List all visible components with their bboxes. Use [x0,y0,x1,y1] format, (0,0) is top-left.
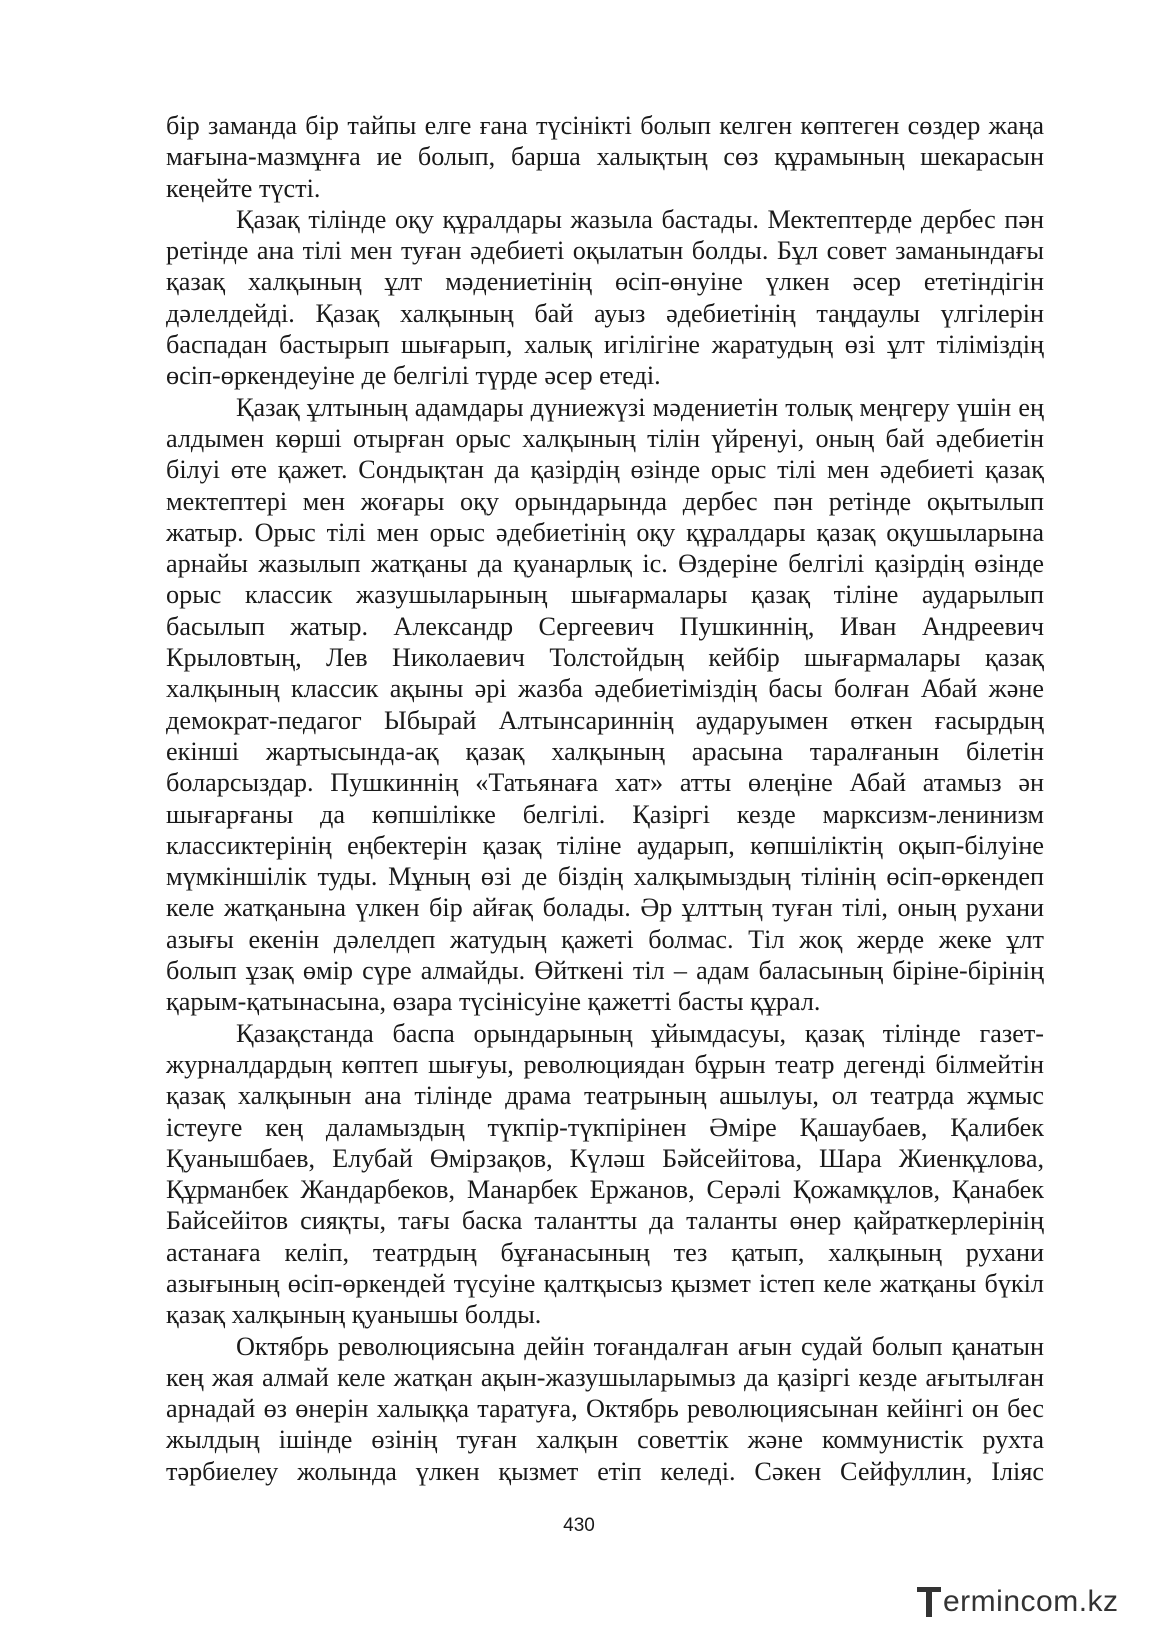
text-line: арнайы жазылып жатқаны да қуанарлық іс. Өздеріне белгілі қазірдің өзінде [166,549,1044,579]
watermark-text: ermincom.kz [943,1585,1119,1618]
text-line: орыс классик жазушыларының шығармалары қазақ тіліне аударылып [166,580,1044,610]
text-line: жылдың ішінде өзінің туған халқын советтік және коммунистік рухта [166,1425,1044,1455]
text-line: басылып жатыр. Александр Сергеевич Пушкиннің, Иван Андреевич [166,611,1044,641]
text-line: боларсыздар. Пушкиннің «Татьянаға хат» атты өлеңіне Абай атамыз ән [166,768,1044,798]
text-line: өсіп-өркендеуіне де белгілі түрде әсер етеді. [166,361,661,391]
text-line: Қуанышбаев, Елубай Өмірзақов, Күләш Бәйсейітова, Шара Жиенқұлова, [166,1143,1044,1173]
watermark-logo [917,1584,1122,1620]
text-line: халқының классик ақыны әрі жазба әдебиетіміздің басы болған Абай және [166,674,1044,704]
text-line: азығы екенін дәлелдеп жатудың қажеті болмас. Тіл жоқ жерде жеке ұлт [166,924,1044,954]
text-line: астанаға келіп, театрдың бұғанасының тез қатып, халқының рухани [166,1237,1044,1267]
text-line: қазақ халқының қуанышы болды. [166,1300,542,1330]
text-line: Байсейітов сияқты, тағы баска талантты да таланты өнер қайраткерлерінің [166,1206,1044,1236]
text-line: журналдардың көптеп шығуы, революциядан бұрын театр дегенді білмейтін [166,1049,1044,1079]
text-line: қазақ халқынын ана тілінде драма театрының ашылуы, ол театрда жұмыс [166,1081,1044,1111]
text-line: қарым-қатынасына, өзара түсінісуіне қажетті басты құрал. [166,987,821,1017]
text-line: мағына-мазмұнға ие болып, барша халықтың сөз құрамының шекарасын [166,142,1044,172]
text-line: жатыр. Орыс тілі мен орыс әдебиетінің оқу құралдары қазақ оқушыларына [166,517,1044,547]
text-line: Қазақ ұлтының адамдары дүниежүзі мәдениетін толық меңгеру үшін ең [236,392,1044,422]
text-line: қазақ халқының ұлт мәдениетінің өсіп-өнуіне үлкен әсер ететіндігін [166,267,1044,297]
text-line: азығының өсіп-өркендей түсуіне қалтқысыз қызмет істеп келе жатқаны бүкіл [166,1268,1044,1298]
text-line: дәлелдейді. Қазақ халқының бай ауыз әдебиетінің таңдаулы үлгілерін [166,298,1044,328]
text-line: мектептері мен жоғары оқу орындарында дербес пән ретінде оқытылып [166,486,1044,516]
text-line: Крыловтың, Лев Николаевич Толстойдың кейбір шығармалары қазақ [166,643,1044,673]
text-line: Құрманбек Жандарбеков, Манарбек Ержанов, Серәлі Қожамқұлов, Қанабек [166,1175,1044,1205]
text-line: бір заманда бір тайпы елге ғана түсінікті болып келген көптеген сөздер жаңа [166,111,1044,140]
text-line: Октябрь революциясына дейін тоғандалған ағын судай болып қанатын [236,1331,1044,1361]
text-line: келе жатқанына үлкен бір айғақ болады. Әр ұлттың туған тілі, оның рухани [166,893,1044,923]
body-text [166,110,1044,1487]
text-line: екінші жартысында-ақ қазақ халқының арасына таралғанын білетін [166,736,1044,766]
text-line: мүмкіншілік туды. Мұның өзі де біздің халқымыздың тілінің өсіп-өркендеп [166,862,1044,892]
text-line: классиктерінің еңбектерін қазақ тіліне аударып, көпшіліктің оқып-білуіне [166,830,1044,860]
text-line: шығарғаны да көпшілікке белгілі. Қазіргі кезде марксизм-ленинизм [166,799,1044,829]
text-line: алдымен көрші отырған орыс халқының тілін үйренуі, оның бай әдебиетін [166,423,1044,453]
page-number: 430 [563,1515,595,1536]
text-line: білуі өте қажет. Сондықтан да қазірдің өзінде орыс тілі мен әдебиеті қазақ [166,455,1044,485]
text-line: баспадан бастырып шығарып, халық игілігіне жаратудың өзі ұлт тіліміздің [166,330,1044,360]
text-line: Қазақстанда баспа орындарының ұйымдасуы, қазақ тілінде газет- [236,1018,1044,1048]
text-line: тәрбиелеу жолында үлкен қызмет етіп келеді. Сәкен Сейфуллин, Іліяс [166,1456,1044,1486]
text-line: демократ-педагог Ыбырай Алтынсариннің аударуымен өткен ғасырдың [166,705,1044,735]
text-line: болып ұзақ өмір сүре алмайды. Өйткені тіл – адам баласының біріне-бірінің [166,956,1044,986]
text-line: істеуге кең даламыздың түкпір-түкпірінен Әміре Қашаубаев, Қалибек [166,1112,1044,1142]
text-line: кең жая алмай келе жатқан ақын-жазушыларымыз да қазіргі кезде ағытылған [166,1362,1044,1392]
text-line: ретінде ана тілі мен туған әдебиеті оқылатын болды. Бұл совет заманындағы [166,236,1044,266]
text-line: кеңейте түсті. [166,173,321,203]
text-line: Қазақ тілінде оқу құралдары жазыла бастады. Мектептерде дербес пән [236,204,1044,234]
text-line: арнадай өз өнерін халыққа таратуға, Октябрь революциясынан кейінгі он бес [166,1394,1044,1424]
